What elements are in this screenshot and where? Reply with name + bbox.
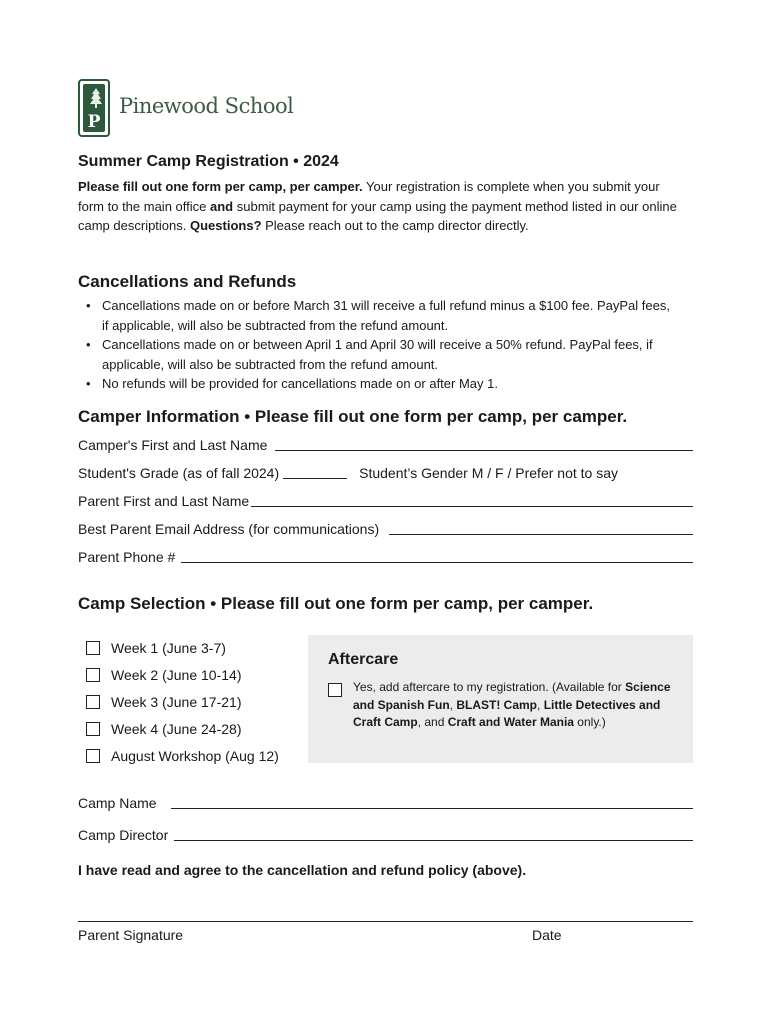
gender-label[interactable]: Student’s Gender M / F / Prefer not to say xyxy=(359,465,618,481)
aftercare-heading: Aftercare xyxy=(328,651,399,668)
intro-bold-3: Questions? xyxy=(190,218,262,233)
date-label: Date xyxy=(532,927,562,943)
aftercare-camp-1: Science and Spanish Fun xyxy=(353,680,671,712)
intro-bold-2: and xyxy=(210,198,234,214)
grade-label: Student's Grade (as of fall 2024) xyxy=(78,465,280,481)
week-label: August Workshop (Aug 12) xyxy=(111,747,279,764)
aftercare-text-end: only.) xyxy=(573,715,606,729)
week-option[interactable] xyxy=(86,661,306,688)
camp-name-line[interactable] xyxy=(171,807,693,809)
camper-name-field[interactable] xyxy=(78,433,693,455)
grade-line[interactable] xyxy=(283,477,347,479)
aftercare-checkbox[interactable] xyxy=(328,683,342,697)
camp-selection-heading: Camp Selection • Please fill out one form per camp, per camper. xyxy=(78,594,594,613)
signature-line[interactable] xyxy=(78,920,693,922)
grade-gender-row xyxy=(78,461,693,483)
aftercare-camp-2: BLAST! Camp xyxy=(456,697,538,712)
checkbox[interactable] xyxy=(86,722,100,736)
checkbox[interactable] xyxy=(86,668,100,682)
email-field[interactable] xyxy=(78,517,693,539)
aftercare-camp-4: Craft and Water Mania xyxy=(447,715,574,729)
checkbox[interactable] xyxy=(86,695,100,709)
week-label: Week 2 (June 10-14) xyxy=(111,666,242,683)
phone-label: Parent Phone # xyxy=(78,549,176,565)
checkbox[interactable] xyxy=(86,749,100,763)
aftercare-sep-1: , xyxy=(449,697,457,712)
week-checkbox-list xyxy=(86,634,306,769)
cancellation-list xyxy=(86,296,676,394)
list-item: • Cancellations made on or before March 31 will receive a full refund minus a $100 fee. PayPal fees, if applicable, will also be subtracted from the refund amount. xyxy=(86,296,676,335)
list-item: • Cancellations made on or between April 1 and April 30 will receive a 50% refund. PayPal fees, if applicable, will also be subtracted from the refund amount. xyxy=(86,335,676,374)
school-logo xyxy=(78,79,338,139)
aftercare-sep-3: , and xyxy=(417,715,448,729)
intro-text-3: Please reach out to the camp director directly. xyxy=(261,218,529,233)
signature-label: Parent Signature xyxy=(78,927,184,943)
aftercare-text xyxy=(353,679,673,732)
week-label: Week 4 (June 24-28) xyxy=(111,720,242,737)
camp-name-field[interactable] xyxy=(78,791,693,813)
camp-director-field[interactable] xyxy=(78,823,693,845)
week-option[interactable] xyxy=(86,688,306,715)
camp-director-label: Camp Director xyxy=(78,827,169,843)
camper-name-line[interactable] xyxy=(275,449,693,451)
parent-name-label: Parent First and Last Name xyxy=(78,493,250,509)
week-option[interactable] xyxy=(86,634,306,661)
camper-name-label: Camper's First and Last Name xyxy=(78,437,268,453)
page-title: Summer Camp Registration • 2024 xyxy=(78,153,339,170)
phone-line[interactable] xyxy=(181,561,693,563)
camp-name-label: Camp Name xyxy=(78,795,157,811)
phone-field[interactable] xyxy=(78,545,693,567)
aftercare-sep-2: , xyxy=(537,697,544,712)
list-item: • No refunds will be provided for cancellations made on or after May 1. xyxy=(86,374,676,394)
logo-badge xyxy=(78,79,110,137)
aftercare-text-1: Yes, add aftercare to my registration. (Available for xyxy=(353,680,626,694)
parent-name-field[interactable] xyxy=(78,489,693,511)
aftercare-camp-3: Little Detectives and Craft Camp xyxy=(353,697,661,729)
logo-letter: P xyxy=(87,112,101,132)
aftercare-option[interactable] xyxy=(328,679,673,732)
week-label: Week 1 (June 3-7) xyxy=(111,639,226,656)
aftercare-panel xyxy=(308,635,693,763)
week-option[interactable] xyxy=(86,715,306,742)
email-line[interactable] xyxy=(389,533,693,535)
intro-paragraph xyxy=(78,177,678,236)
logo-text: Pinewood School xyxy=(119,94,294,118)
parent-name-line[interactable] xyxy=(251,505,693,507)
camper-info-heading: Camper Information • Please fill out one form per camp, per camper. xyxy=(78,407,628,426)
agreement-statement: I have read and agree to the cancellation and refund policy (above). xyxy=(78,862,527,878)
intro-text-2: submit payment for your camp using the payment method listed in our online camp descriptions. xyxy=(78,198,677,233)
camp-director-line[interactable] xyxy=(174,839,693,841)
pine-tree-icon xyxy=(89,88,103,110)
intro-text-1: Your registration is complete when you submit your form to the main office xyxy=(78,179,660,214)
intro-bold-1: Please fill out one form per camp, per camper. xyxy=(78,179,363,194)
cancellations-heading: Cancellations and Refunds xyxy=(78,272,297,291)
week-option[interactable] xyxy=(86,742,306,769)
checkbox[interactable] xyxy=(86,641,100,655)
week-label: Week 3 (June 17-21) xyxy=(111,693,242,710)
email-label: Best Parent Email Address (for communications) xyxy=(78,521,380,537)
